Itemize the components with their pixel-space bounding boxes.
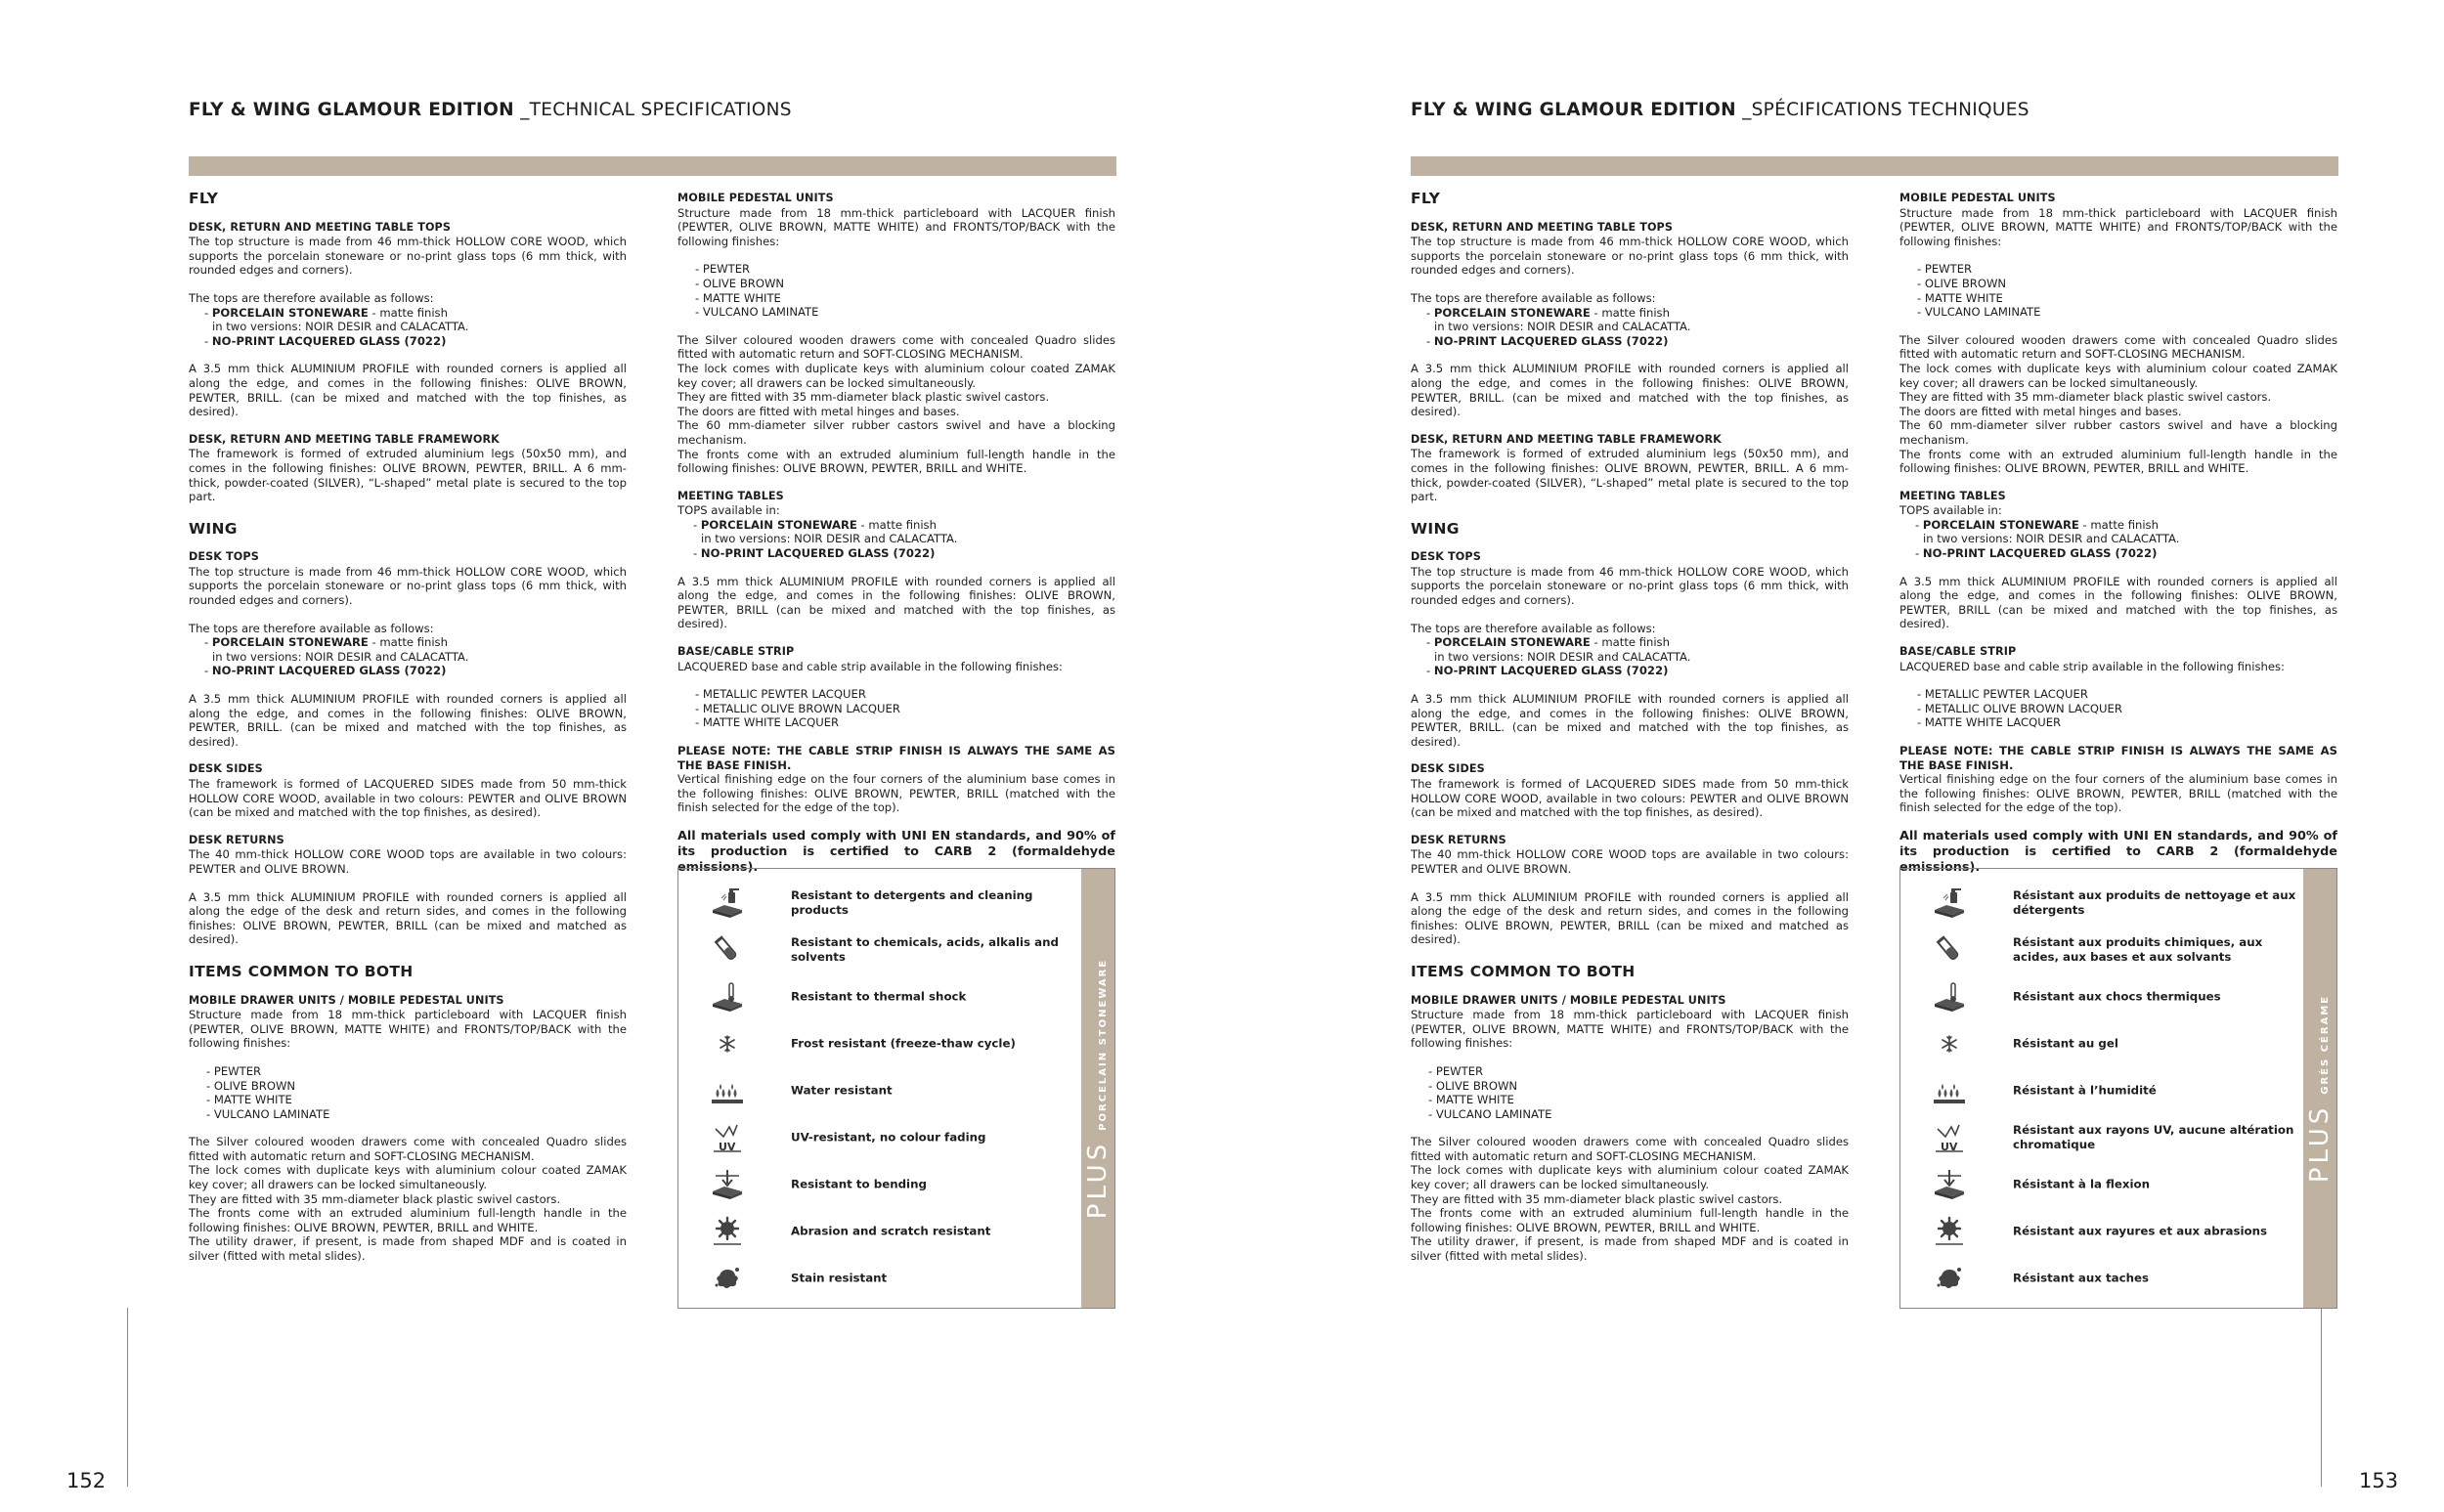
subheading: DESK, RETURN AND MEETING TABLE TOPS — [189, 220, 452, 234]
plus-label: PLUS — [2305, 1103, 2335, 1183]
subheading: BASE/CABLE STRIP — [1899, 645, 2017, 659]
list-item: - VULCANO LAMINATE — [206, 1106, 330, 1121]
subheading: MOBILE DRAWER UNITS / MOBILE PEDESTAL UNITS — [189, 993, 504, 1007]
frost-icon — [710, 1027, 745, 1060]
paragraph: LACQUERED base and cable strip available in the following finishes: — [677, 659, 1063, 673]
subheading: BASE/CABLE STRIP — [677, 645, 795, 659]
list-item: - VULCANO LAMINATE — [1917, 305, 2041, 320]
paragraph: The top structure is made from 46 mm-thick HOLLOW CORE WOOD, which supports the porcelain stoneware or no-print glass tops (6 mm thick, with rounded edges and corners). — [1411, 235, 1849, 278]
chemical-icon — [710, 933, 745, 967]
paragraph: The 40 mm-thick HOLLOW CORE WOOD tops are available in two colours: PEWTER and OLIVE BROWN. — [189, 847, 627, 876]
paragraph: The Silver coloured wooden drawers come with concealed Quadro slides fitted with automatic return and SOFT-CLOSING MECHANISM. — [677, 332, 1115, 362]
paragraph: They are fitted with 35 mm-diameter black plastic swivel castors. — [1411, 1191, 1783, 1206]
paragraph: The fronts come with an extruded aluminium full-length handle in the following finishes: OLIVE BROWN, PEWTER, BRILL and WHITE. — [677, 447, 1115, 476]
finish-list — [677, 262, 1115, 319]
detergent-icon — [1932, 886, 1967, 920]
bold-text: NO-PRINT LACQUERED GLASS (7022) — [700, 546, 936, 561]
subheading: DESK, RETURN AND MEETING TABLE FRAMEWORK — [1411, 432, 1722, 446]
feature-label: Resistant to bending — [791, 1177, 927, 1191]
left-column — [1411, 192, 1849, 1264]
paragraph: The lock comes with duplicate keys with aluminium colour coated ZAMAK key cover; all drawers can be locked simultaneously. — [677, 361, 1115, 390]
feature-label: Frost resistant (freeze-thaw cycle) — [791, 1036, 1016, 1051]
list-item: - OLIVE BROWN — [695, 276, 785, 290]
list-item: - METALLIC OLIVE BROWN LACQUER — [1917, 701, 2122, 715]
paragraph: Vertical finishing edge on the four corners of the aluminium base comes in the following finishes: OLIVE BROWN, PEWTER, BRILL (matched with the finish selected for the edge of the top). — [1899, 772, 2337, 815]
note: PLEASE NOTE: THE CABLE STRIP FINISH IS ALWAYS THE SAME AS THE BASE FINISH. — [677, 744, 1115, 772]
paragraph: A 3.5 mm thick ALUMINIUM PROFILE with rounded corners is applied all along the edge of the desk and return sides, and comes in the following finishes: OLIVE BROWN, PEWTER, BRILL (can be mixed and matched as desired). — [1411, 889, 1849, 947]
list-item: - MATTE WHITE — [206, 1093, 292, 1107]
note: PLEASE NOTE: THE CABLE STRIP FINISH IS ALWAYS THE SAME AS THE BASE FINISH. — [1899, 744, 2337, 772]
right-column — [1899, 192, 2337, 876]
list-item: - METALLIC PEWTER LACQUER — [695, 687, 866, 702]
paragraph: The fronts come with an extruded aluminium full-length handle in the following finishes: OLIVE BROWN, PEWTER, BRILL and WHITE. — [189, 1206, 627, 1234]
feature-label: Résistant à la flexion — [2013, 1177, 2150, 1191]
text: - matte finish — [368, 635, 448, 650]
frost-icon — [1932, 1027, 1967, 1060]
subheading: MOBILE DRAWER UNITS / MOBILE PEDESTAL UNITS — [1411, 993, 1726, 1007]
stain-icon — [1932, 1262, 1967, 1295]
plus-side-band — [1081, 869, 1114, 1308]
text: - matte finish — [2078, 517, 2159, 532]
list-item: - NO-PRINT LACQUERED GLASS (7022) — [1915, 546, 2158, 561]
water-icon — [1932, 1074, 1967, 1107]
bold-text: PORCELAIN STONEWARE — [1433, 305, 1591, 320]
certification-note: All materials used comply with UNI EN standards, and 90% of its production is certified to CARB 2 (formaldehyde emissions). — [677, 828, 1115, 875]
title-sub: _SPÉCIFICATIONS TECHNIQUES — [1735, 100, 2029, 120]
accent-bar — [1411, 156, 2338, 176]
paragraph: The framework is formed of LACQUERED SIDES made from 50 mm-thick HOLLOW CORE WOOD, available in two colours: PEWTER and OLIVE BROWN (can be mixed and matched with the top finishes, as desired). — [189, 777, 627, 820]
list-item: - PORCELAIN STONEWARE - matte finish — [204, 635, 448, 650]
subheading: MEETING TABLES — [677, 489, 784, 502]
paragraph: The tops are therefore available as follows: — [1411, 290, 1656, 305]
paragraph: The framework is formed of extruded aluminium legs (50x50 mm), and comes in the following finishes: OLIVE BROWN, PEWTER, BRILL. A 6 mm-thick, powder-coated (SILVER), “L-shaped” metal plate is secured to the top part. — [189, 447, 627, 504]
list-item: - PEWTER — [1917, 262, 1973, 277]
abrasion-icon — [1932, 1215, 1967, 1248]
paragraph: The 40 mm-thick HOLLOW CORE WOOD tops are available in two colours: PEWTER and OLIVE BROWN. — [1411, 847, 1849, 876]
section-heading-wing: WING — [189, 519, 238, 538]
material-label: PORCELAIN STONEWARE — [1098, 958, 1109, 1131]
subheading: MEETING TABLES — [1899, 489, 2006, 502]
paragraph: The top structure is made from 46 mm-thick HOLLOW CORE WOOD, which supports the porcelain stoneware or no-print glass tops (6 mm thick, with rounded edges and corners). — [189, 564, 627, 608]
plus-features-box — [677, 868, 1115, 1309]
page-rule — [127, 1308, 128, 1487]
text: - matte finish — [368, 305, 448, 320]
paragraph: The Silver coloured wooden drawers come with concealed Quadro slides fitted with automatic return and SOFT-CLOSING MECHANISM. — [1411, 1135, 1849, 1163]
feature-label: Abrasion and scratch resistant — [791, 1224, 991, 1238]
page-title — [1411, 100, 2029, 120]
accent-bar — [189, 156, 1116, 176]
feature-item — [678, 1021, 1069, 1066]
bold-text: NO-PRINT LACQUERED GLASS (7022) — [1433, 664, 1669, 678]
finish-list — [189, 1064, 627, 1121]
svg-text:UV: UV — [719, 1141, 736, 1153]
feature-item — [678, 881, 1069, 926]
feature-item — [1900, 881, 2296, 926]
feature-item — [1900, 974, 2291, 1019]
list-item: - OLIVE BROWN — [1917, 276, 2007, 290]
subheading: DESK SIDES — [189, 762, 263, 776]
paragraph: A 3.5 mm thick ALUMINIUM PROFILE with rounded corners is applied all along the edge, and comes in the following finishes: OLIVE BROWN, PEWTER, BRILL. (can be mixed and matched with the top finishes, as desired). — [189, 362, 627, 419]
abrasion-icon — [710, 1215, 745, 1248]
list-item: - PORCELAIN STONEWARE - matte finish — [204, 305, 448, 320]
feature-item — [1900, 928, 2291, 972]
feature-label: Resistant to detergents and cleaning products — [791, 888, 1033, 917]
paragraph: The top structure is made from 46 mm-thick HOLLOW CORE WOOD, which supports the porcelain stoneware or no-print glass tops (6 mm thick, with rounded edges and corners). — [1411, 564, 1849, 608]
uv-icon — [1932, 1121, 1967, 1154]
paragraph: The doors are fitted with metal hinges and bases. — [1899, 404, 2182, 418]
page-number: 153 — [2359, 1469, 2399, 1492]
feature-label: Résistant aux produits de nettoyage et aux détergents — [2013, 888, 2296, 917]
plus-side-band — [2303, 869, 2336, 1308]
subheading: DESK TOPS — [1411, 550, 1481, 564]
paragraph: Structure made from 18 mm-thick particleboard with LACQUER finish (PEWTER, OLIVE BROWN, MATTE WHITE) and FRONTS/TOP/BACK with the following finishes: — [677, 205, 1115, 248]
list-item: - NO-PRINT LACQUERED GLASS (7022) — [204, 333, 447, 348]
feature-label: UV-resistant, no colour fading — [791, 1130, 986, 1145]
svg-text:UV: UV — [1941, 1141, 1958, 1153]
uv-icon — [710, 1121, 745, 1154]
finish-list — [677, 687, 1115, 730]
bold-text: PORCELAIN STONEWARE — [1922, 517, 2079, 532]
list-item: - PEWTER — [695, 262, 751, 277]
bold-text: NO-PRINT LACQUERED GLASS (7022) — [211, 664, 447, 678]
feature-label: Résistant aux taches — [2013, 1271, 2150, 1285]
list-item: - VULCANO LAMINATE — [1428, 1106, 1552, 1121]
paragraph: TOPS available in: — [677, 503, 780, 518]
finish-list — [1411, 1064, 1849, 1121]
paragraph: The tops are therefore available as follows: — [189, 621, 434, 635]
bold-text: PORCELAIN STONEWARE — [700, 517, 857, 532]
right-column — [677, 192, 1115, 876]
text: - matte finish — [1590, 635, 1670, 650]
subheading: DESK, RETURN AND MEETING TABLE TOPS — [1411, 220, 1674, 234]
paragraph: A 3.5 mm thick ALUMINIUM PROFILE with rounded corners is applied all along the edge of the desk and return sides, and comes in the following finishes: OLIVE BROWN, PEWTER, BRILL (can be mixed and matched as desired). — [189, 889, 627, 947]
list-item: - MATTE WHITE — [1917, 290, 2003, 305]
paragraph: Structure made from 18 mm-thick particleboard with LACQUER finish (PEWTER, OLIVE BROWN, MATTE WHITE) and FRONTS/TOP/BACK with the following finishes: — [189, 1008, 627, 1051]
paragraph: The 60 mm-diameter silver rubber castors swivel and have a blocking mechanism. — [677, 418, 1115, 447]
paragraph: The utility drawer, if present, is made from shaped MDF and is coated in silver (fitted with metal slides). — [1411, 1234, 1849, 1264]
list-item: - PORCELAIN STONEWARE - matte finish — [693, 517, 937, 532]
water-icon — [710, 1074, 745, 1107]
paragraph: Structure made from 18 mm-thick particleboard with LACQUER finish (PEWTER, OLIVE BROWN, MATTE WHITE) and FRONTS/TOP/BACK with the following finishes: — [1899, 205, 2337, 248]
section-heading-fly: FLY — [1411, 190, 1441, 207]
list-item: in two versions: NOIR DESIR and CALACATTA. — [1434, 649, 1691, 664]
page-rule — [2321, 1308, 2322, 1487]
plus-label: PLUS — [1083, 1140, 1113, 1219]
feature-item — [678, 1115, 1069, 1160]
page-right — [1222, 0, 2444, 1512]
paragraph: A 3.5 mm thick ALUMINIUM PROFILE with rounded corners is applied all along the edge, and comes in the following finishes: OLIVE BROWN, PEWTER, BRILL. (can be mixed and matched with the top finishes, as desired). — [1411, 692, 1849, 749]
paragraph: The lock comes with duplicate keys with aluminium colour coated ZAMAK key cover; all drawers can be locked simultaneously. — [189, 1163, 627, 1192]
bold-text: PORCELAIN STONEWARE — [211, 635, 369, 650]
bold-text: PORCELAIN STONEWARE — [1433, 635, 1591, 650]
feature-item — [678, 1256, 1069, 1301]
bold-text: NO-PRINT LACQUERED GLASS (7022) — [211, 333, 447, 348]
feature-label: Résistant aux produits chimiques, aux acides, aux bases et aux solvants — [2013, 935, 2263, 964]
subheading: DESK RETURNS — [1411, 833, 1506, 846]
paragraph: A 3.5 mm thick ALUMINIUM PROFILE with rounded corners is applied all along the edge, and comes in the following finishes: OLIVE BROWN, PEWTER, BRILL. (can be mixed and matched with the top finishes, as desired). — [1411, 362, 1849, 419]
thermal-icon — [710, 980, 745, 1014]
bold-text: NO-PRINT LACQUERED GLASS (7022) — [1922, 546, 2158, 561]
subheading: DESK, RETURN AND MEETING TABLE FRAMEWORK — [189, 432, 500, 446]
left-column — [189, 192, 627, 1264]
list-item: - METALLIC OLIVE BROWN LACQUER — [695, 701, 900, 715]
paragraph: They are fitted with 35 mm-diameter black plastic swivel castors. — [677, 390, 1050, 405]
text: - matte finish — [1590, 305, 1670, 320]
paragraph: They are fitted with 35 mm-diameter black plastic swivel castors. — [1899, 390, 2272, 405]
feature-item — [1900, 1162, 2291, 1207]
section-heading-wing: WING — [1411, 519, 1460, 538]
subheading: MOBILE PEDESTAL UNITS — [677, 192, 834, 204]
feature-item — [678, 1068, 1069, 1113]
feature-item — [1900, 1068, 2291, 1113]
feature-label: Résistant aux rayures et aux abrasions — [2013, 1224, 2268, 1238]
list-item: - NO-PRINT LACQUERED GLASS (7022) — [693, 546, 936, 561]
subheading: DESK SIDES — [1411, 762, 1485, 776]
list-item: - MATTE WHITE LACQUER — [1917, 715, 2062, 730]
bold-text: NO-PRINT LACQUERED GLASS (7022) — [1433, 333, 1669, 348]
paragraph: The lock comes with duplicate keys with aluminium colour coated ZAMAK key cover; all drawers can be locked simultaneously. — [1899, 361, 2337, 390]
list-item: - METALLIC PEWTER LACQUER — [1917, 687, 2088, 702]
feature-item — [1900, 1209, 2291, 1254]
stain-icon — [710, 1262, 745, 1295]
feature-item — [678, 974, 1069, 1019]
subheading: MOBILE PEDESTAL UNITS — [1899, 192, 2056, 204]
list-item: - NO-PRINT LACQUERED GLASS (7022) — [1426, 333, 1669, 348]
paragraph: The tops are therefore available as follows: — [1411, 621, 1656, 635]
feature-item — [1900, 1021, 2291, 1066]
list-item: - NO-PRINT LACQUERED GLASS (7022) — [1426, 664, 1669, 678]
feature-label: Resistant to thermal shock — [791, 989, 967, 1004]
bending-icon — [1932, 1168, 1967, 1201]
paragraph: The fronts come with an extruded aluminium full-length handle in the following finishes: OLIVE BROWN, PEWTER, BRILL and WHITE. — [1411, 1206, 1849, 1234]
plus-features-box — [1899, 868, 2337, 1309]
title-bold: FLY & WING GLAMOUR EDITION — [189, 100, 514, 120]
paragraph: The doors are fitted with metal hinges and bases. — [677, 404, 960, 418]
thermal-icon — [1932, 980, 1967, 1014]
section-heading-common: ITEMS COMMON TO BOTH — [189, 962, 414, 980]
list-item: - VULCANO LAMINATE — [695, 305, 819, 320]
list-item: - OLIVE BROWN — [1428, 1078, 1518, 1093]
bold-text: PORCELAIN STONEWARE — [211, 305, 369, 320]
paragraph: Vertical finishing edge on the four corners of the aluminium base comes in the following finishes: OLIVE BROWN, PEWTER, BRILL (matched with the finish selected for the edge of the top). — [677, 772, 1115, 815]
title-sub: _TECHNICAL SPECIFICATIONS — [513, 100, 792, 120]
feature-item — [1900, 1256, 2291, 1301]
paragraph: The Silver coloured wooden drawers come with concealed Quadro slides fitted with automatic return and SOFT-CLOSING MECHANISM. — [189, 1135, 627, 1163]
list-item: - PORCELAIN STONEWARE - matte finish — [1915, 517, 2159, 532]
feature-label: Water resistant — [791, 1083, 893, 1098]
material-label: GRÈS CÉRAME — [2320, 994, 2331, 1095]
paragraph: The framework is formed of extruded aluminium legs (50x50 mm), and comes in the following finishes: OLIVE BROWN, PEWTER, BRILL. A 6 mm-thick, powder-coated (SILVER), “L-shaped” metal plate is secured to the top part. — [1411, 447, 1849, 504]
page-title — [189, 100, 792, 120]
feature-item — [678, 928, 1069, 972]
paragraph: The top structure is made from 46 mm-thick HOLLOW CORE WOOD, which supports the porcelain stoneware or no-print glass tops (6 mm thick, with rounded edges and corners). — [189, 235, 627, 278]
list-item: - MATTE WHITE LACQUER — [695, 715, 840, 730]
feature-item — [1900, 1115, 2294, 1160]
list-item: in two versions: NOIR DESIR and CALACATTA. — [212, 649, 469, 664]
subheading: DESK TOPS — [189, 550, 259, 564]
feature-label: Résistant aux rayons UV, aucune altération chromatique — [2013, 1123, 2294, 1151]
feature-item — [678, 1162, 1069, 1207]
detergent-icon — [710, 886, 745, 920]
paragraph: The Silver coloured wooden drawers come with concealed Quadro slides fitted with automatic return and SOFT-CLOSING MECHANISM. — [1899, 332, 2337, 362]
list-item: - MATTE WHITE — [695, 290, 781, 305]
list-item: in two versions: NOIR DESIR and CALACATTA. — [1923, 532, 2180, 546]
plus-label-wrap — [1083, 958, 1113, 1218]
list-item: - PEWTER — [206, 1063, 262, 1078]
paragraph: TOPS available in: — [1899, 503, 2002, 518]
paragraph: The lock comes with duplicate keys with aluminium colour coated ZAMAK key cover; all drawers can be locked simultaneously. — [1411, 1163, 1849, 1192]
list-item: in two versions: NOIR DESIR and CALACATTA. — [701, 532, 958, 546]
chemical-icon — [1932, 933, 1967, 967]
section-heading-fly: FLY — [189, 190, 219, 207]
paragraph: A 3.5 mm thick ALUMINIUM PROFILE with rounded corners is applied all along the edge, and comes in the following finishes: OLIVE BROWN, PEWTER, BRILL (can be mixed and matched with the top finishes, as desired). — [1899, 574, 2337, 631]
paragraph: The framework is formed of LACQUERED SIDES made from 50 mm-thick HOLLOW CORE WOOD, available in two colours: PEWTER and OLIVE BROWN (can be mixed and matched with the top finishes, as desired). — [1411, 777, 1849, 820]
title-bold: FLY & WING GLAMOUR EDITION — [1411, 100, 1736, 120]
plus-label-wrap — [2305, 994, 2335, 1182]
list-item: - PEWTER — [1428, 1063, 1484, 1078]
subheading: DESK RETURNS — [189, 833, 284, 846]
paragraph: The 60 mm-diameter silver rubber castors swivel and have a blocking mechanism. — [1899, 418, 2337, 447]
finish-list — [1899, 687, 2337, 730]
paragraph: A 3.5 mm thick ALUMINIUM PROFILE with rounded corners is applied all along the edge, and comes in the following finishes: OLIVE BROWN, PEWTER, BRILL (can be mixed and matched with the top finishes, as desired). — [677, 574, 1115, 631]
paragraph: LACQUERED base and cable strip available in the following finishes: — [1899, 659, 2285, 673]
bending-icon — [710, 1168, 745, 1201]
page-number: 152 — [66, 1469, 107, 1492]
paragraph: Structure made from 18 mm-thick particleboard with LACQUER finish (PEWTER, OLIVE BROWN, MATTE WHITE) and FRONTS/TOP/BACK with the following finishes: — [1411, 1008, 1849, 1051]
feature-item — [678, 1209, 1069, 1254]
paragraph: The utility drawer, if present, is made from shaped MDF and is coated in silver (fitted with metal slides). — [189, 1234, 627, 1264]
feature-label: Résistant au gel — [2013, 1036, 2118, 1051]
paragraph: The tops are therefore available as follows: — [189, 290, 434, 305]
list-item: in two versions: NOIR DESIR and CALACATTA. — [212, 320, 469, 334]
list-item: - PORCELAIN STONEWARE - matte finish — [1426, 635, 1670, 650]
certification-note: All materials used comply with UNI EN standards, and 90% of its production is certified to CARB 2 (formaldehyde emissions). — [1899, 828, 2337, 875]
feature-label: Résistant à l’humidité — [2013, 1083, 2157, 1098]
feature-label: Résistant aux chocs thermiques — [2013, 989, 2221, 1004]
paragraph: They are fitted with 35 mm-diameter black plastic swivel castors. — [189, 1191, 561, 1206]
paragraph: A 3.5 mm thick ALUMINIUM PROFILE with rounded corners is applied all along the edge, and comes in the following finishes: OLIVE BROWN, PEWTER, BRILL. (can be mixed and matched with the top finishes, as desired). — [189, 692, 627, 749]
feature-label: Resistant to chemicals, acids, alkalis and solvents — [791, 935, 1059, 964]
list-item: in two versions: NOIR DESIR and CALACATTA. — [1434, 320, 1691, 334]
list-item: - OLIVE BROWN — [206, 1078, 296, 1093]
section-heading-common: ITEMS COMMON TO BOTH — [1411, 962, 1636, 980]
paragraph: The fronts come with an extruded aluminium full-length handle in the following finishes: OLIVE BROWN, PEWTER, BRILL and WHITE. — [1899, 447, 2337, 476]
list-item: - NO-PRINT LACQUERED GLASS (7022) — [204, 664, 447, 678]
list-item: - PORCELAIN STONEWARE - matte finish — [1426, 305, 1670, 320]
finish-list — [1899, 262, 2337, 319]
feature-label: Stain resistant — [791, 1271, 888, 1285]
text: - matte finish — [856, 517, 937, 532]
list-item: - MATTE WHITE — [1428, 1093, 1514, 1107]
